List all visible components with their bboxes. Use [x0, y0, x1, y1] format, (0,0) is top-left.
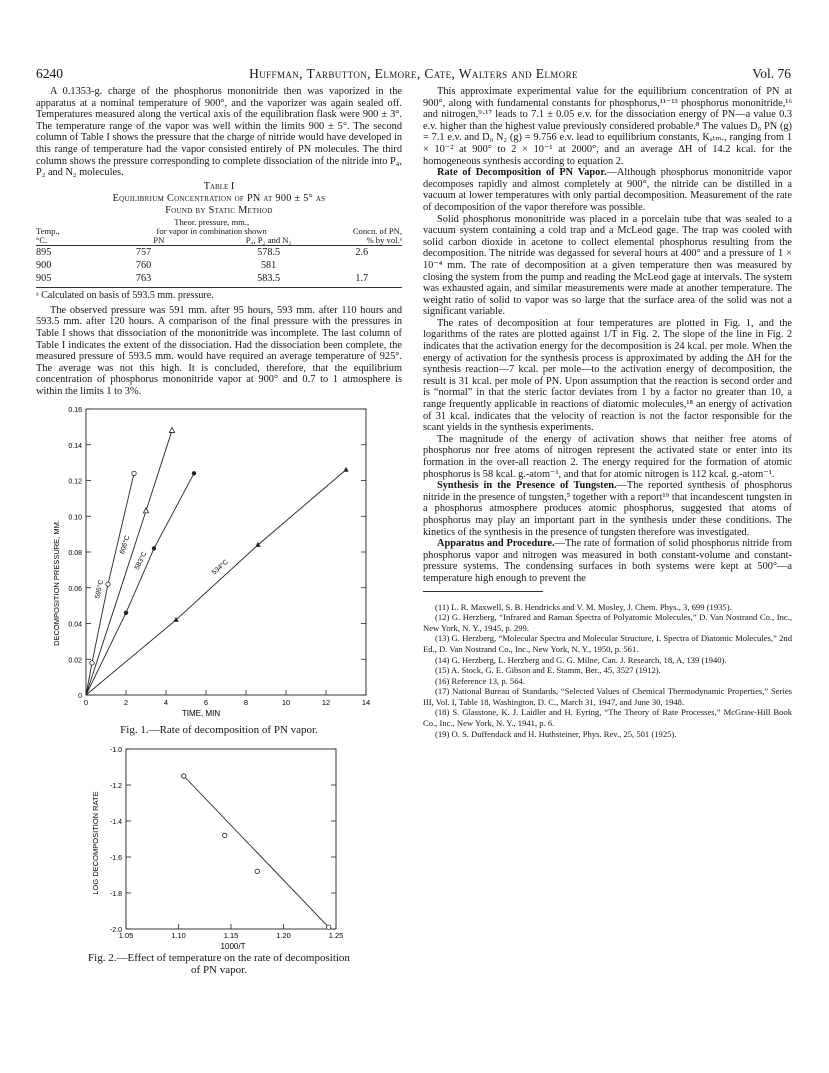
cell-temp: 900: [36, 260, 52, 272]
series-label: 583°C: [133, 551, 149, 572]
x-tick-label: 10: [281, 698, 291, 708]
column-header-temp-label: Temp.,: [36, 225, 60, 236]
table-row: [36, 272, 402, 285]
paragraph: This approximate experimental value for the equilibrium concentration of PN at 900°, along with fundamental constants for phosphorus,¹¹⁻¹³ phosphorus mononitride,¹⁶ and nitrogen,⁹·¹⁷ leads to 7.1 ± 0.05 e.v. for the dissociation energy of PN—a value 0.3 e.v. higher than the highest value previously considered probable.⁸ The values D₀ PN (g) = 7.1 e.v. and D₀ N₂ (g) = 9.756 e.v. lead to equilibrium constants, Kₐₜₘ., ranging from 1 × 10⁻² at 900° to 2 × 10⁻¹ at 2000°, and an average ΔH of 14.2 kcal. for the homogeneous synthesis according to equation 2.: [423, 86, 792, 167]
y-tick-label: 0.06: [68, 586, 82, 594]
x-tick-label: 1.15: [223, 931, 239, 941]
data-point: [106, 582, 110, 586]
table-caption-line: Equilibrium Concentration of PN at 900 ± 5° as: [112, 193, 326, 205]
paragraph: The rates of decomposition at four temperatures are plotted in Fig. 1, and the logarithms of the rates are plotted against 1/T in Fig. 2. The slope of the line in Fig. 2 indicates that the activation energy for the decomposition is 24 kcal. per mole. When the energy of activation for the synthesis process is approximated by adding the ΔH for the synthesis reaction—7 kcal. per mole—to the activation energy of decomposition, the result is 31 kcal. per mole of PN. Upon assumption that the reaction is second order and is “normal” in that the steric factor deviates from 1 by a factor no greater than 10, a range frequently applicable in reactions of diatomic molecules,¹⁸ an energy of activation of 31 kcal. indicates that the velocity of reaction is not the factor responsible for the scant yields in the synthesis experiments.: [423, 317, 792, 434]
reference-item: (16) Reference 13, p. 564.: [435, 675, 525, 686]
table-row: [36, 246, 402, 260]
paragraph-text: —Although phosphorus mononitride vapor decomposes rapidly and almost completely at 900°, the nitride can be distilled in a vacuum at lower temperatures with only partial decomposition. Measurement of the rate of decomposition of the vapor therefore was possible.: [423, 167, 792, 213]
y-tick-label: 0.16: [68, 407, 82, 415]
reference-item: (12) G. Herzberg, “Infrared and Raman Spectra of Polyatomic Molecules,” D. Van Nostrand Co., Inc., New York, N. Y., 1945, p. 299.: [423, 612, 792, 633]
y-tick-label: -1.2: [109, 783, 122, 791]
data-point: [223, 833, 227, 837]
cell-p4: 581: [260, 260, 277, 272]
cell-temp: 895: [36, 247, 52, 259]
cell-conc: 1.7: [355, 273, 369, 285]
figure-1-marks: [86, 428, 349, 696]
x-tick-label: 1.05: [118, 931, 134, 941]
data-point: [255, 542, 260, 547]
page-number: 6240: [36, 66, 63, 81]
x-tick-label: 0: [83, 698, 89, 708]
column-header-theor-2: for vapor in combination shown: [156, 225, 267, 236]
references: [423, 602, 792, 740]
column-header-theor: Theor. pressure, mm.,: [174, 216, 250, 227]
cell-conc: [321, 259, 402, 272]
column-header-temp-unit: °C.: [36, 236, 102, 246]
y-tick-label: 0.08: [68, 550, 82, 558]
volume-label: Vol. 76: [752, 66, 791, 81]
figure-2-y-label: LOG DECOMPOSITION RATE: [91, 791, 100, 895]
right-column: [423, 86, 792, 739]
x-tick-label: 14: [361, 698, 371, 708]
x-tick-label: 6: [203, 698, 209, 708]
x-tick-label: 12: [321, 698, 331, 708]
x-tick-label: 2: [123, 698, 129, 708]
x-tick-label: 1.20: [276, 931, 291, 941]
x-tick-label: 8: [243, 698, 249, 708]
section-heading: Rate of Decomposition of PN Vapor.: [437, 167, 607, 179]
figure-1-y-label: DECOMPOSITION PRESSURE, MM.: [52, 520, 61, 647]
figure-1-caption: Fig. 1.—Rate of decomposition of PN vapor.: [120, 724, 318, 737]
data-point: [152, 547, 156, 551]
series-label: 606°C: [118, 535, 132, 556]
table-title: Table I: [203, 180, 235, 192]
plot-frame: [86, 409, 366, 695]
figure-2-caption: [36, 953, 402, 976]
figure-1-x-label: TIME, MIN: [181, 709, 221, 719]
y-tick-label: -1.6: [109, 855, 122, 863]
paragraph: [423, 538, 792, 584]
figure-2-marks: [182, 774, 331, 930]
reference-item: (15) A. Stock, G. E. Gibson and E. Stamm, Ber., 45, 3527 (1912).: [435, 665, 661, 676]
column-header-conc-label: Concn. of PN,: [352, 225, 402, 236]
figure-2-axes: [110, 747, 343, 940]
figure-2-caption-line: Fig. 2.—Effect of temperature on the rate of decomposition: [88, 952, 350, 965]
paragraph-text: —The rate of formation of solid phosphorus nitride from phosphorus vapor and nitrogen was measured in both constant-volume and constant-pressure systems. The condensing surfaces in both systems were kept at 500°—a temperature high enough to prevent the: [423, 538, 792, 584]
data-point: [169, 428, 174, 433]
running-head-authors: Huffman, Tarbutton, Elmore, Cate, Walters and Elmore: [249, 66, 578, 81]
left-column: [36, 86, 402, 976]
data-point: [343, 467, 348, 472]
paragraph: The observed pressure was 591 mm. after 95 hours, 593 mm. after 110 hours and 593.5 mm. after 120 hours. A comparison of the final pressure with the pressures in Table I shows that dissociation of the mononitride was incomplete. The last column of Table I indicates the extent of the dissociation. Had the dissociation been complete, the measured pressure of 593.5 mm. would have required an average temperature of 925°. The average was not this high. It is concluded, therefore, that the equilibrium concentration of phosphorus mononitride vapor at 900° and 0.7 to 1 atmosphere is within the limits 1 to 3%.: [36, 304, 402, 397]
cell-temp: 905: [36, 273, 52, 285]
column-header-p4: P₄, P₂ and N₂: [216, 236, 322, 246]
series-line: [86, 431, 172, 696]
figure-1-axes: [68, 407, 370, 707]
y-tick-label: -2.0: [109, 927, 122, 935]
paragraph: The magnitude of the energy of activation shows that neither free atoms of phosphorus nor free atoms of nitrogen represent the activated state or enter into its formation in the over-all reaction 2. The energy required for the formation of atomic phosphorus is 58 kcal. g.-atom⁻¹, and that for atomic nitrogen is 112 kcal. g.-atom⁻¹.: [423, 433, 792, 480]
y-tick-label: 0: [78, 693, 82, 701]
figure-2-caption-line: of PN vapor.: [191, 963, 247, 976]
y-tick-label: -1.0: [109, 747, 122, 755]
x-tick-label: 1.10: [171, 931, 186, 941]
cell-p4: 578.5: [257, 247, 281, 259]
equilibrium-table: [36, 218, 402, 286]
figure-2-chart: [86, 743, 346, 953]
series-line: [86, 470, 346, 695]
data-point: [132, 472, 136, 476]
y-tick-label: -1.4: [109, 819, 122, 827]
figure-2-x-label: 1000/T: [220, 942, 246, 952]
cell-pn: 763: [135, 273, 152, 285]
cell-pn: 757: [135, 247, 152, 259]
page-header: [36, 66, 791, 84]
fit-line: [184, 776, 329, 927]
column-header-pn: PN: [102, 236, 216, 246]
reference-item: (14) G. Herzberg, L. Herzberg and G. G. Milne, Can. J. Research, 18, A, 139 (1940).: [435, 654, 727, 665]
cell-pn: 760: [135, 260, 152, 272]
y-tick-label: -1.8: [109, 891, 122, 899]
reference-item: (11) L. R. Maxwell, S. B. Hendricks and V. M. Mosley, J. Chem. Phys., 3, 699 (1935).: [435, 601, 732, 612]
data-point: [326, 925, 330, 929]
cell-p4: 583.5: [257, 273, 281, 285]
reference-item: (13) G. Herzberg, “Molecular Spectra and Molecular Structure, I. Spectra of Diatomic Molecules,” 2nd Ed., D. Van Nostrand Co., Inc., New York, N. Y., 1950, p. 561.: [423, 633, 792, 654]
table-caption-line: Found by Static Method: [165, 204, 273, 216]
paragraph: [423, 480, 792, 538]
figure-1-chart: [46, 403, 376, 723]
paragraph: [423, 167, 792, 213]
data-point: [143, 508, 148, 513]
reference-item: (19) O. S. Duffendack and H. Huthsteiner, Phys. Rev., 25, 501 (1925).: [435, 728, 677, 739]
table-row: [36, 259, 402, 272]
table-caption: [36, 193, 402, 216]
series-label: 534°C: [210, 559, 230, 577]
y-tick-label: 0.12: [68, 478, 82, 486]
paragraph: A 0.1353-g. charge of the phosphorus mononitride then was vaporized in the apparatus at a nominal temperature of 900°, and the vaporizer was again sealed off. Temperatures measured along the vertical axis of the equilibration flask were 900 ± 3°. The temperature range of the vapor was well within the limits 900 ± 5°. The second column of Table I shows the pressure that the charge of nitride would have developed in this range of temperature had the vapor consisted entirely of PN molecules. The third column shows the pressure corresponding to complete dissociation of the nitride into P₄, P₂ and N₂ molecules.: [36, 86, 402, 179]
footnote-divider: [423, 591, 543, 592]
section-heading: Synthesis in the Presence of Tungsten.: [437, 480, 617, 492]
series-label: 595°C: [94, 579, 106, 600]
data-point: [90, 661, 94, 665]
y-tick-label: 0.02: [68, 657, 82, 665]
data-point: [192, 472, 196, 476]
data-point: [182, 774, 186, 778]
data-point: [124, 611, 128, 615]
reference-item: (18) S. Glasstone, K. J. Laidler and H. Eyring, “The Theory of Rate Processes,” McGraw-Hill Book Co., Inc., New York, N. Y., 1941, p. 6.: [423, 707, 792, 729]
y-tick-label: 0.04: [68, 621, 82, 629]
data-point: [255, 869, 259, 873]
x-tick-label: 4: [163, 698, 169, 708]
column-header-conc-unit: % by vol.ᵃ: [321, 236, 402, 246]
section-heading: Apparatus and Procedure.: [437, 538, 555, 550]
cell-conc: 2.6: [355, 247, 369, 259]
paragraph-text: —The reported synthesis of phosphorus nitride in the presence of tungsten,⁵ together with a report¹⁹ that incandescent tungsten in a phosphorus atmosphere produces atomic phosphorus, suggested that atoms of phosphorus may play an important part in the synthesis under these conditions. The kinetics of the synthesis in the presence of tungsten therefore was investigated.: [423, 480, 792, 538]
reference-item: (17) National Bureau of Standards, “Selected Values of Chemical Thermodynamic Properties,” Series III, Vol. I, Table 18, Washington, D. C., March 31, 1947, and June 30, 1948.: [423, 686, 792, 707]
x-tick-label: 1.25: [328, 931, 344, 941]
table-footnote: ᵃ Calculated on basis of 593.5 mm. pressure.: [36, 287, 402, 302]
y-tick-label: 0.10: [68, 514, 82, 522]
y-tick-label: 0.14: [68, 443, 82, 451]
paragraph: Solid phosphorus mononitride was placed in a porcelain tube that was sealed to a vacuum system containing a cold trap and a McLeod gage. The trap was cooled with solid carbon dioxide in acetone to collect elemental phosphorus resulting from the decomposition. The nitride was degassed for several hours at 400° and a pressure of 1 × 10⁻⁴ mm. The rate of decomposition at a given temperature then was measured by closing the system from the pump and reading the McLeod gage at intervals. The system was exhausted again, and similar measurements were made at another temperature. The weight ratio of solid to vapor was so large that the surface area of the solid was not a significant variable.: [423, 213, 792, 318]
